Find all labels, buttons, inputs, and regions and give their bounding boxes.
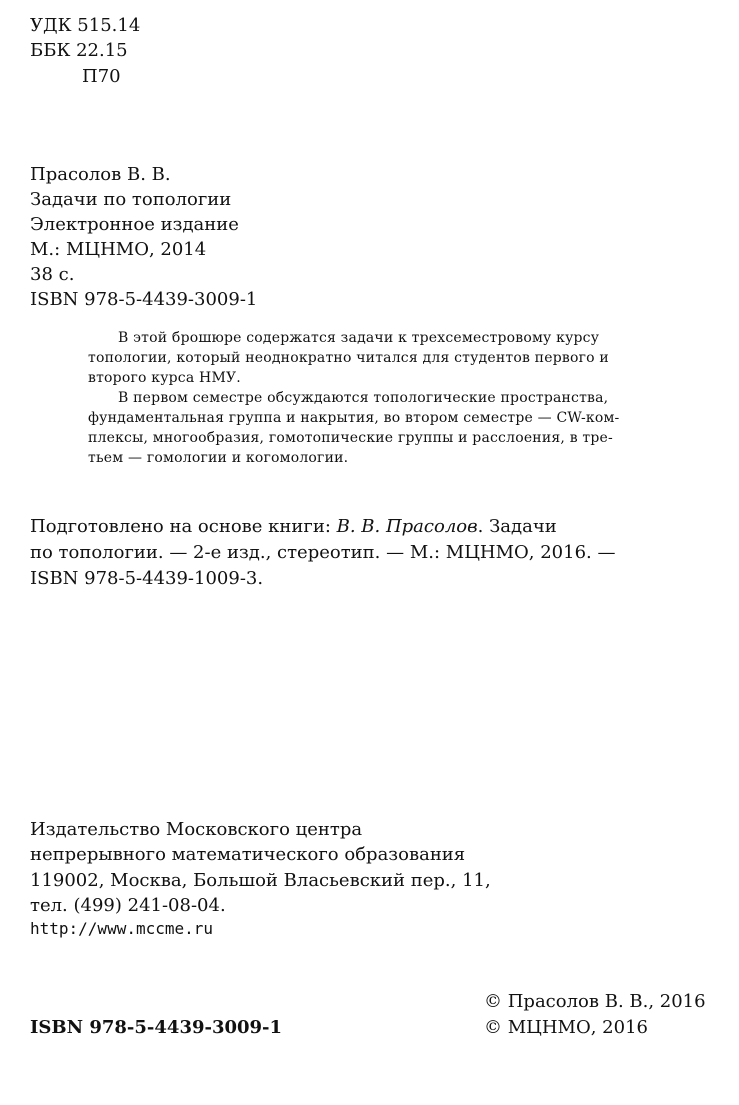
publisher-name-line-1: Издательство Московского центра bbox=[30, 819, 363, 840]
abstract-paragraph-1 bbox=[88, 328, 648, 388]
abstract-p1-line2: топологии, который неоднократно читался для студентов первого и bbox=[88, 350, 609, 366]
abstract-p2-line3: плексы, многообразия, гомотопические группы и расслоения, в тре- bbox=[88, 430, 613, 446]
bbk-code: ББК 22.15 bbox=[30, 40, 128, 61]
author-mark-code: П70 bbox=[82, 66, 121, 87]
source-author: В. В. Прасолов bbox=[336, 516, 478, 537]
publisher-phone: тел. (499) 241-08-04. bbox=[30, 895, 226, 916]
abstract-paragraph-2 bbox=[88, 388, 648, 468]
source-after-author: . Задачи bbox=[477, 516, 557, 537]
edition-line: Электронное издание bbox=[30, 214, 239, 235]
copyright-author: © Прасолов В. В., 2016 bbox=[484, 991, 706, 1012]
source-line-3: ISBN 978-5-4439-1009-3. bbox=[30, 568, 264, 589]
abstract-p2-line1: В первом семестре обсуждаются топологические пространства, bbox=[118, 390, 609, 406]
author-name: Прасолов В. В. bbox=[30, 164, 171, 185]
abstract-p2-line4: тьем — гомологии и когомологии. bbox=[88, 450, 349, 466]
isbn-line: ISBN 978-5-4439-3009-1 bbox=[30, 289, 258, 310]
source-line-1 bbox=[30, 518, 557, 536]
abstract-p2-line2: фундаментальная группа и накрытия, во втором семестре — CW-ком- bbox=[88, 410, 620, 426]
book-title: Задачи по топологии bbox=[30, 189, 232, 210]
publisher-line: М.: МЦНМО, 2014 bbox=[30, 239, 207, 260]
udk-code: УДК 515.14 bbox=[30, 15, 141, 36]
footer-isbn: ISBN 978-5-4439-3009-1 bbox=[30, 1017, 283, 1038]
copyright-publisher: © МЦНМО, 2016 bbox=[484, 1017, 648, 1038]
source-line-2: по топологии. — 2-е изд., стереотип. — М.: МЦНМО, 2016. — bbox=[30, 542, 616, 563]
publisher-url[interactable]: http://www.mccme.ru bbox=[30, 919, 214, 938]
page-count: 38 с. bbox=[30, 264, 75, 285]
abstract-p1-line1: В этой брошюре содержатся задачи к трехсеместровому курсу bbox=[118, 330, 600, 346]
source-prefix: Подготовлено на основе книги: bbox=[30, 516, 337, 537]
publisher-address: 119002, Москва, Большой Власьевский пер., 11, bbox=[30, 870, 491, 891]
publisher-name-line-2: непрерывного математического образования bbox=[30, 844, 466, 865]
abstract-p1-line3: второго курса НМУ. bbox=[88, 370, 241, 386]
